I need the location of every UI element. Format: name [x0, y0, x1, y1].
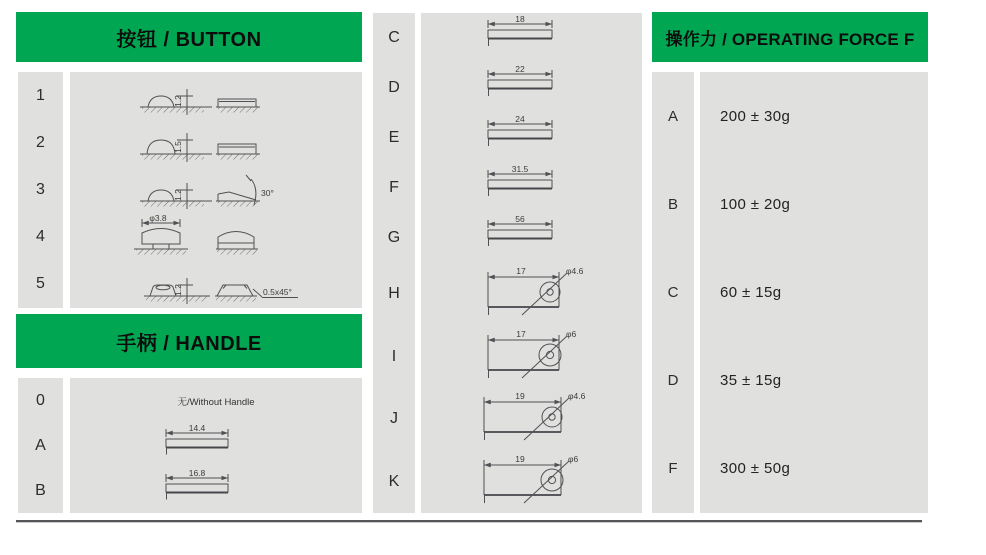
button-drawing-row-1 [70, 72, 362, 119]
force-section-title: 操作力 / OPERATING FORCE F [665, 29, 915, 49]
row-label: F [668, 460, 678, 478]
button-drawing-row-5 [70, 261, 362, 308]
middle-drawing-panel [421, 13, 642, 513]
dim-label: 1.2 [173, 283, 183, 296]
force-label-column [652, 72, 694, 513]
row-label: K [388, 472, 400, 490]
chamfer-label: 0.5x45° [263, 286, 292, 297]
roller-handle-drawing [421, 388, 642, 450]
button-profile-drawing [70, 166, 362, 213]
button-section-title: 按钮 / BUTTON [116, 28, 262, 51]
row-label: 3 [36, 180, 45, 198]
roller-handle-drawing [421, 263, 642, 325]
force-value: 100 ± 20g [720, 195, 791, 213]
dim-label: 1.5 [173, 141, 183, 154]
handle-bar-drawing [421, 63, 642, 113]
row-label: 4 [36, 228, 45, 246]
button-profile-drawing [70, 261, 362, 308]
handle-bar-drawing [421, 213, 642, 263]
handle-row-D [421, 63, 642, 113]
dim-label: φ3.8 [149, 213, 167, 223]
dim-label: 17 [516, 266, 526, 276]
handle-row-B [70, 468, 362, 513]
button-drawing-panel [70, 72, 362, 308]
row-label: B [667, 195, 678, 213]
dim-label: 19 [515, 391, 525, 401]
handle-row-A [70, 423, 362, 468]
dim-label: 31.5 [511, 164, 529, 174]
handle-section-header [16, 314, 362, 368]
row-label: D [388, 79, 400, 96]
dim-label: 18 [515, 14, 525, 24]
handle-row-G [421, 213, 642, 263]
button-label-column [18, 72, 63, 308]
handle-row-H [421, 263, 642, 326]
row-label: 2 [36, 133, 45, 151]
row-label: H [388, 285, 400, 303]
row-label: C [667, 283, 679, 301]
button-profile-drawing [70, 72, 362, 119]
dim-label: 16.8 [188, 468, 206, 478]
roller-handle-drawing [421, 326, 642, 388]
dim-label: 17 [516, 328, 526, 339]
handle-row-K [421, 451, 642, 514]
force-value: 300 ± 50g [720, 460, 791, 478]
force-value: 60 ± 15g [720, 283, 782, 301]
button-drawing-row-4 [70, 214, 362, 261]
row-label: F [389, 179, 399, 196]
row-label: G [387, 229, 401, 246]
dia-label: φ6 [568, 453, 579, 464]
handle-row-I [421, 326, 642, 389]
handle-row-E [421, 113, 642, 163]
handle-row-C [421, 13, 642, 63]
dia-label: φ4.6 [568, 391, 586, 401]
middle-label-column [373, 13, 415, 513]
handle-drawing-panel [70, 378, 362, 513]
row-label: A [667, 107, 678, 125]
row-label: A [35, 436, 46, 454]
handle-section-title: 手柄 / HANDLE [116, 332, 262, 355]
row-label: I [391, 347, 397, 365]
handle-bar-drawing [421, 13, 642, 63]
button-profile-drawing [70, 214, 362, 261]
handle-row-J [421, 388, 642, 451]
row-label: E [388, 129, 400, 146]
force-value-column [700, 72, 928, 513]
roller-handle-drawing [421, 451, 642, 513]
dim-label: 1.2 [173, 95, 183, 107]
dia-label: φ4.6 [566, 266, 584, 276]
handle-row-0 [70, 378, 362, 423]
force-section-header [652, 12, 928, 62]
dim-label: 1.2 [173, 189, 183, 202]
handle-row-F [421, 163, 642, 213]
button-drawing-row-2 [70, 119, 362, 166]
handle-bar-drawing [421, 113, 642, 163]
row-label: 5 [36, 275, 45, 293]
handle-label-column [18, 378, 63, 513]
row-label: C [388, 29, 400, 46]
row-label: 1 [36, 86, 45, 104]
force-value: 200 ± 30g [720, 107, 791, 125]
dim-label: 56 [515, 214, 525, 224]
row-label: D [667, 372, 679, 390]
button-section-header [16, 12, 362, 62]
button-profile-drawing [70, 119, 362, 166]
dim-label: 19 [515, 453, 525, 464]
force-value: 35 ± 15g [720, 372, 782, 390]
row-label: 0 [36, 391, 45, 409]
dim-label: 24 [515, 114, 525, 124]
handle-bar-drawing [70, 468, 362, 513]
handle-bar-drawing [421, 163, 642, 213]
dim-label: 22 [515, 64, 525, 74]
row-label: B [35, 481, 46, 499]
button-drawing-row-3 [70, 166, 362, 213]
dia-label: φ6 [566, 328, 577, 339]
without-handle-note: 无/Without Handle [177, 396, 255, 408]
handle-bar-drawing [70, 423, 362, 468]
angle-label: 30° [261, 188, 274, 199]
bottom-rule [16, 520, 922, 523]
dim-label: 14.4 [188, 423, 206, 433]
row-label: J [390, 410, 398, 428]
